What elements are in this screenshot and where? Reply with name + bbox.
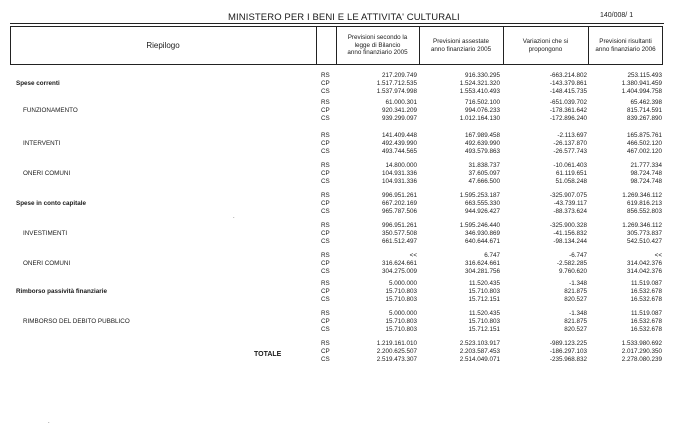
cell-value: 305.773.837 <box>626 230 662 238</box>
cell-value: 820.527 <box>564 326 587 334</box>
cell-value: 104.931.336 <box>381 170 417 178</box>
section-label-investimenti: INVESTIMENTI <box>23 230 68 238</box>
cell-value: 304.275.009 <box>381 268 417 276</box>
cell-value: -172.896.240 <box>549 115 587 123</box>
page-number: 140/008/ 1 <box>600 12 634 19</box>
row-code: CS <box>321 88 330 96</box>
cell-value: 21.777.334 <box>630 162 662 169</box>
section-label-oneri-comuni: ONERI COMUNI <box>23 170 71 178</box>
cell-value: 16.532.678 <box>630 318 662 326</box>
cell-value: 542.510.427 <box>626 238 662 246</box>
row-code: CP <box>321 260 330 268</box>
cell-value: 1.595.246.440 <box>459 222 500 229</box>
cell-value: 821.875 <box>564 318 587 326</box>
cell-value: 15.712.151 <box>468 296 500 304</box>
row-code: CP <box>321 80 330 88</box>
top-rule <box>10 23 664 24</box>
cell-value: 1.380.941.459 <box>621 80 662 88</box>
row-code: CS <box>321 296 330 304</box>
cell-value: 1.269.346.112 <box>622 192 662 199</box>
cell-value: 5.000.000 <box>388 310 417 317</box>
row-code: RS <box>321 192 330 199</box>
row-code: CP <box>321 200 330 208</box>
row-code: CP <box>321 318 330 326</box>
header-col-assestate: Previsioni assestate anno finanziario 2005 <box>430 37 492 53</box>
cell-value: 820.527 <box>564 296 587 304</box>
cell-value: 350.577.508 <box>381 230 417 238</box>
cell-value: 314.042.376 <box>626 260 662 268</box>
cell-value: -178.361.642 <box>549 107 587 115</box>
cell-value: 31.838.737 <box>468 162 500 169</box>
cell-value: -10.061.403 <box>553 162 587 169</box>
cell-value: -26.137.870 <box>553 140 587 148</box>
cell-value: -651.039.702 <box>549 99 587 106</box>
section-label-oneri-comuni: ONERI COMUNI <box>23 260 71 268</box>
row-code: CS <box>321 178 330 186</box>
cell-value: -98.134.244 <box>553 238 587 246</box>
section-label-rimborso-passivit-finanziarie: Rimborso passività finanziarie <box>16 288 107 296</box>
cell-value: 640.644.671 <box>464 238 500 246</box>
cell-value: 253.115.493 <box>627 72 662 79</box>
cell-value: -2.113.697 <box>557 132 587 139</box>
cell-value: -88.373.624 <box>553 208 587 216</box>
cell-value: 1.517.712.535 <box>376 80 417 88</box>
cell-value: 346.930.869 <box>464 230 500 238</box>
cell-value: -43.739.117 <box>553 200 587 208</box>
row-code: CS <box>321 238 330 246</box>
cell-value: 15.710.803 <box>468 288 500 296</box>
row-code: CP <box>321 140 330 148</box>
cell-value: 663.555.330 <box>464 200 500 208</box>
cell-value: 1.404.994.758 <box>621 88 662 96</box>
cell-value: 2.017.290.350 <box>621 348 662 356</box>
header-col-risultanti: Previsioni risultanti anno finanziario 2006 <box>595 37 656 53</box>
cell-value: << <box>409 252 417 259</box>
row-code: RS <box>321 162 330 169</box>
row-code: RS <box>321 99 330 106</box>
cell-value: 167.989.458 <box>464 132 500 139</box>
row-code: CS <box>321 148 330 156</box>
cell-value: 316.624.661 <box>464 260 500 268</box>
cell-value: -235.968.832 <box>549 356 587 364</box>
scan-mark: . <box>48 419 50 425</box>
row-code: CP <box>321 230 330 238</box>
section-label-spese-in-conto-capitale: Spese in conto capitale <box>16 200 86 208</box>
cell-value: 994.076.233 <box>464 107 500 115</box>
cell-value: 920.341.209 <box>381 107 417 115</box>
row-code: RS <box>321 222 330 229</box>
section-label-spese-correnti: Spese correnti <box>16 80 60 88</box>
cell-value: -325.907.075 <box>549 192 587 199</box>
cell-value: 492.439.990 <box>381 140 417 148</box>
cell-value: 141.409.448 <box>381 132 417 139</box>
cell-value: -186.297.103 <box>549 348 587 356</box>
cell-value: -989.123.225 <box>549 340 587 347</box>
cell-value: 1.537.974.998 <box>376 88 417 96</box>
cell-value: 996.951.261 <box>381 192 417 199</box>
row-code: RS <box>321 310 330 317</box>
cell-value: 15.710.803 <box>385 326 417 334</box>
cell-value: 492.639.990 <box>464 140 500 148</box>
cell-value: 2.514.049.071 <box>459 356 500 364</box>
row-code: CP <box>321 288 330 296</box>
row-code: RS <box>321 280 330 287</box>
cell-value: 2.278.080.239 <box>621 356 662 364</box>
cell-value: 916.330.295 <box>464 72 500 79</box>
cell-value: 619.816.213 <box>626 200 662 208</box>
cell-value: 304.281.756 <box>464 268 500 276</box>
scan-mark: . <box>233 214 235 220</box>
cell-value: 15.712.151 <box>468 326 500 334</box>
cell-value: 14.800.000 <box>385 162 417 169</box>
row-code: CS <box>321 356 330 364</box>
cell-value: 839.267.890 <box>626 115 662 123</box>
cell-value: 165.875.761 <box>626 132 662 139</box>
cell-value: 1.533.980.692 <box>621 340 662 347</box>
row-code: CP <box>321 107 330 115</box>
cell-value: 11.519.087 <box>630 310 662 317</box>
cell-value: 51.058.248 <box>555 178 587 186</box>
section-label-funzionamento: FUNZIONAMENTO <box>23 107 78 115</box>
cell-value: 1.595.253.187 <box>459 192 500 199</box>
cell-value: 98.724.748 <box>630 170 662 178</box>
row-code: CS <box>321 208 330 216</box>
cell-value: 37.605.097 <box>468 170 500 178</box>
cell-value: 314.042.376 <box>626 268 662 276</box>
totale-label: TOTALE <box>254 351 282 358</box>
cell-value: 944.926.427 <box>464 208 500 216</box>
cell-value: 856.552.803 <box>626 208 662 216</box>
cell-value: 217.209.749 <box>381 72 417 79</box>
cell-value: 1.269.346.112 <box>622 222 662 229</box>
cell-value: 61.000.301 <box>385 99 417 106</box>
cell-value: -2.582.285 <box>556 260 587 268</box>
cell-value: 5.000.000 <box>388 280 417 287</box>
cell-value: 11.520.435 <box>468 310 500 317</box>
cell-value: 493.744.565 <box>381 148 417 156</box>
cell-value: -1.348 <box>569 280 587 287</box>
document-title: MINISTERO PER I BENI E LE ATTIVITA' CULTURALI <box>228 12 460 23</box>
cell-value: -41.156.832 <box>553 230 587 238</box>
cell-value: 16.532.678 <box>630 326 662 334</box>
cell-value: 15.710.803 <box>385 288 417 296</box>
cell-value: 15.710.803 <box>385 318 417 326</box>
cell-value: 15.710.803 <box>468 318 500 326</box>
cell-value: -148.415.735 <box>549 88 587 96</box>
header-riepilogo: Riepilogo <box>146 40 180 50</box>
cell-value: -26.577.743 <box>553 148 587 156</box>
cell-value: << <box>654 252 662 259</box>
row-code: RS <box>321 340 330 347</box>
cell-value: 1.012.164.130 <box>459 115 500 123</box>
cell-value: 821.875 <box>564 288 587 296</box>
row-code: RS <box>321 72 330 79</box>
cell-value: -663.214.802 <box>549 72 587 79</box>
cell-value: 661.512.497 <box>381 238 417 246</box>
cell-value: 104.931.336 <box>381 178 417 186</box>
section-label-rimborso-del-debito-pubblico: RIMBORSO DEL DEBITO PUBBLICO <box>23 318 130 326</box>
cell-value: 2.523.103.917 <box>459 340 500 347</box>
row-code: CS <box>321 326 330 334</box>
cell-value: 1.524.321.320 <box>459 80 500 88</box>
cell-value: 316.624.661 <box>381 260 417 268</box>
cell-value: 65.462.398 <box>630 99 662 106</box>
cell-value: -143.379.861 <box>549 80 587 88</box>
cell-value: 16.532.678 <box>630 288 662 296</box>
header-divider <box>316 26 317 65</box>
cell-value: -1.348 <box>569 310 587 317</box>
cell-value: 11.520.435 <box>468 280 500 287</box>
row-code: CS <box>321 268 330 276</box>
cell-value: 466.502.120 <box>626 140 662 148</box>
cell-value: 47.666.500 <box>468 178 500 186</box>
header-col-legge-bilancio: Previsioni secondo la legge di Bilancio anno finanziario 2005 <box>347 34 408 57</box>
cell-value: 1.219.161.010 <box>376 340 417 347</box>
cell-value: -6.747 <box>569 252 587 259</box>
cell-value: -325.900.328 <box>549 222 587 229</box>
cell-value: 996.951.261 <box>381 222 417 229</box>
row-code: RS <box>321 252 330 259</box>
cell-value: 9.760.620 <box>558 268 587 276</box>
row-code: CS <box>321 115 330 123</box>
row-code: CP <box>321 170 330 178</box>
cell-value: 2.200.625.507 <box>376 348 417 356</box>
cell-value: 2.203.587.453 <box>459 348 500 356</box>
cell-value: 965.787.506 <box>381 208 417 216</box>
cell-value: 667.202.169 <box>381 200 417 208</box>
cell-value: 467.002.120 <box>626 148 662 156</box>
cell-value: 61.119.651 <box>555 170 587 178</box>
cell-value: 2.519.473.307 <box>376 356 417 364</box>
cell-value: 98.724.748 <box>630 178 662 186</box>
cell-value: 6.747 <box>484 252 500 259</box>
cell-value: 716.502.100 <box>464 99 500 106</box>
cell-value: 16.532.678 <box>630 296 662 304</box>
section-label-interventi: INTERVENTI <box>23 140 61 148</box>
cell-value: 1.553.410.493 <box>459 88 500 96</box>
cell-value: 815.714.591 <box>626 107 662 115</box>
row-code: RS <box>321 132 330 139</box>
header-col-variazioni: Variazioni che si propongono <box>522 37 569 53</box>
cell-value: 11.519.087 <box>630 280 662 287</box>
cell-value: 939.299.097 <box>381 115 417 123</box>
row-code: CP <box>321 348 330 356</box>
cell-value: 493.579.863 <box>464 148 500 156</box>
cell-value: 15.710.803 <box>385 296 417 304</box>
